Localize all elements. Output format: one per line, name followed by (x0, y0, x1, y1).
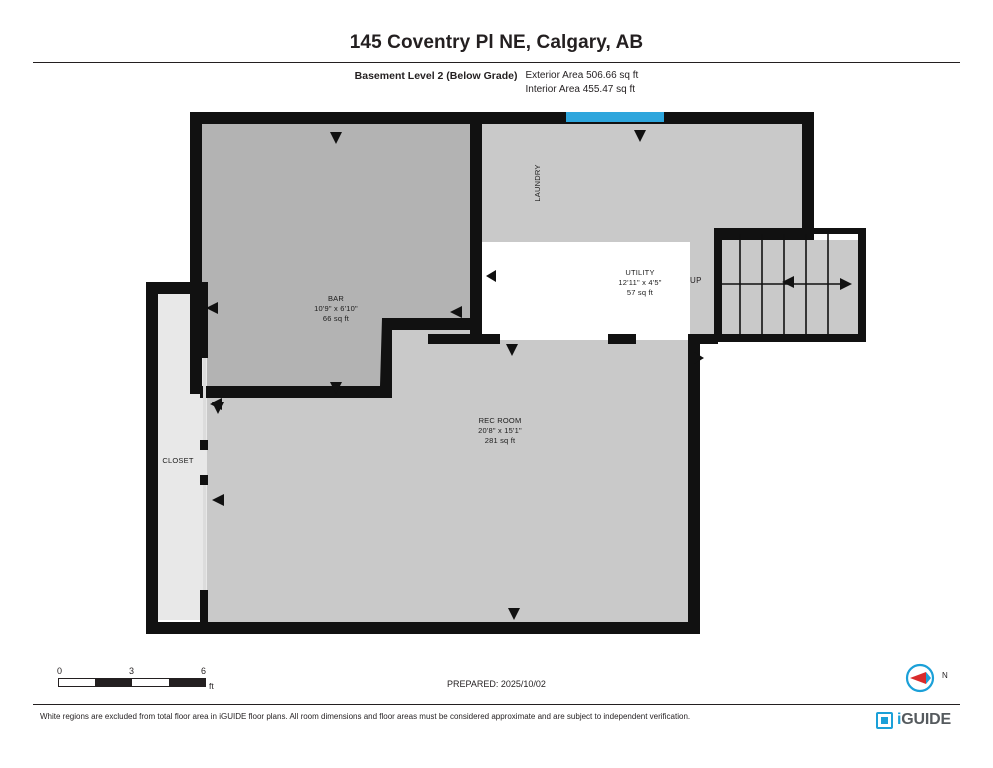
closet-divider-upper (203, 358, 206, 440)
room-name-rec-room: REC ROOM (478, 416, 522, 425)
iguide-logo (876, 705, 960, 735)
scale-tick-0: 0 (57, 666, 63, 676)
room-name-closet: CLOSET (162, 456, 194, 465)
wall-laundry-bottom-left (428, 334, 500, 344)
wall-closet-inner-top (200, 290, 208, 358)
title-divider (33, 62, 960, 63)
room-label-rec-room (450, 416, 550, 446)
wall-stairs-bottom (714, 334, 866, 342)
wall-stairs-top (714, 228, 866, 234)
room-dims-utility: 12'11" x 4'5" (618, 278, 662, 287)
room-area-bar: 66 sq ft (322, 314, 350, 323)
compass-north-label: N (942, 671, 948, 680)
exterior-area-label: Exterior Area 506.66 sq ft (525, 70, 639, 81)
wall-right-upper (802, 112, 814, 236)
window-icon (566, 112, 664, 122)
level-label: Basement Level 2 (Below Grade) (354, 70, 518, 82)
wall-closet-door-jamb-top (200, 440, 208, 450)
prepared-date: PREPARED: 2025/10/02 (447, 679, 546, 689)
room-dims-rec-room: 20'8" x 15'1" (478, 426, 522, 435)
wall-top (190, 112, 814, 124)
wall-closet-inner-bottom (200, 590, 208, 630)
subheader (0, 69, 993, 97)
wall-stairs-left (714, 228, 722, 342)
iguide-wordmark (897, 711, 951, 729)
stairs-up-label: UP (690, 276, 702, 285)
scale-tick-1: 3 (129, 666, 135, 676)
floor-plan-canvas (0, 100, 993, 660)
room-area-rec-room: 281 sq ft (484, 436, 516, 445)
wall-closet-top (146, 282, 208, 294)
iguide-mark-icon (876, 712, 893, 729)
page-title: 145 Coventry Pl NE, Calgary, AB (349, 32, 644, 53)
wall-rec-right-upper (688, 334, 700, 434)
iguide-brand-i: i (897, 711, 902, 728)
wall-stairs-right (858, 228, 866, 342)
wall-laundry-bottom-mid (608, 334, 636, 344)
disclaimer-text: White regions are excluded from total floor area in iGUIDE floor plans. All room dimensions and floor areas must be considered approximate and are subject to independent verification. (40, 712, 691, 721)
iguide-brand-guide: GUIDE (901, 711, 951, 728)
compass-rose (900, 660, 960, 696)
scale-tick-2: 6 (201, 666, 207, 676)
room-dims-bar: 10'9" x 6'10" (314, 304, 358, 313)
closet-divider-lower (203, 485, 206, 590)
room-label-bar (286, 294, 386, 324)
room-label-closet (138, 456, 218, 466)
interior-area-label: Interior Area 455.47 sq ft (525, 84, 635, 95)
room-label-laundry (533, 143, 543, 223)
room-name-utility: UTILITY (625, 268, 655, 277)
footer-divider (33, 704, 960, 705)
wall-bar-right (470, 112, 482, 334)
room-name-bar: BAR (327, 294, 345, 303)
room-area-utility: 57 sq ft (626, 288, 654, 297)
wall-closet-door-jamb-bottom (200, 475, 208, 485)
scale-tick-labels (40, 666, 240, 678)
wall-rec-bottom (146, 622, 700, 634)
scale-unit-label: ft (209, 681, 214, 691)
area-summary (525, 69, 638, 97)
room-label-utility (590, 268, 690, 298)
wall-rec-right (688, 422, 700, 634)
room-name-laundry: LAUNDRY (533, 164, 542, 202)
